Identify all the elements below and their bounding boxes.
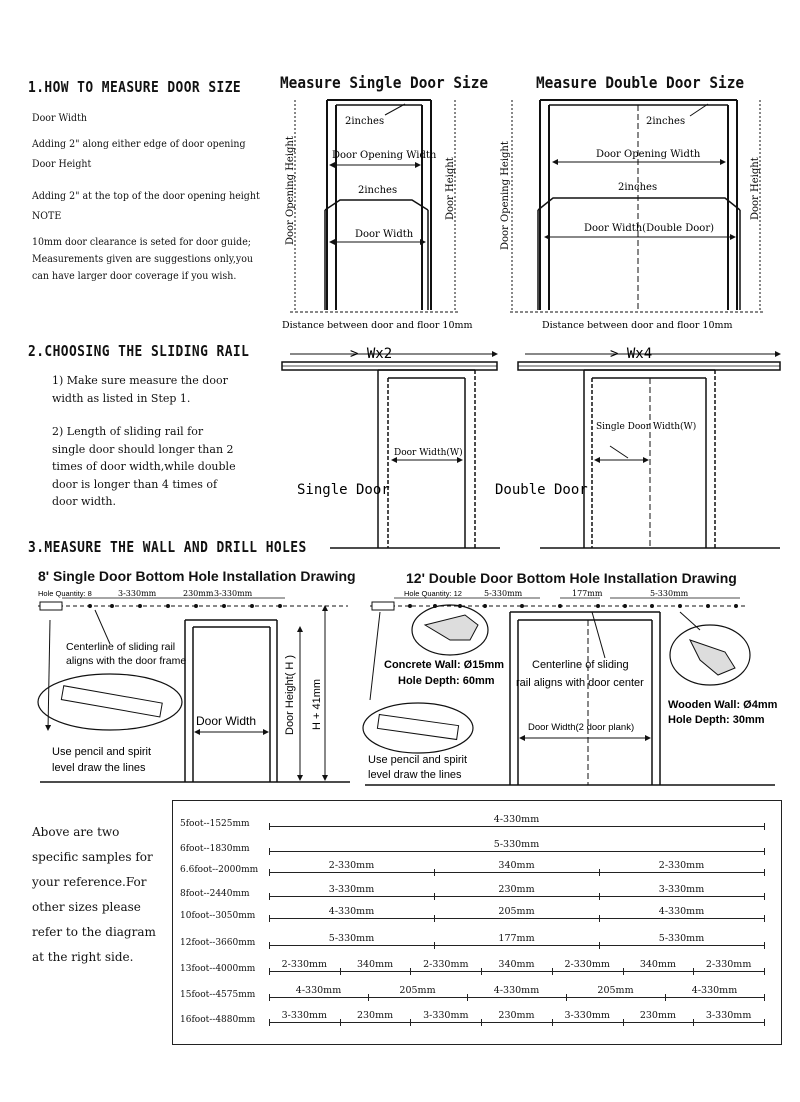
row-segment-label: 230mm — [498, 1010, 535, 1021]
row-tick — [269, 968, 270, 975]
single-centerline-2: aligns with the door frame — [66, 655, 187, 667]
step1-line: Door Width — [32, 112, 87, 124]
step2-line: width as listed in Step 1. — [52, 391, 191, 405]
reference-line: your reference.For — [32, 875, 147, 889]
row-tick — [269, 893, 270, 900]
row-tick — [269, 1019, 270, 1026]
step2-line: door is longer than 4 times of — [52, 477, 218, 491]
reference-row — [174, 814, 780, 834]
row-tick — [410, 968, 411, 975]
step2-heading: 2.CHOOSING THE SLIDING RAIL — [28, 342, 250, 360]
single-seg2: 230mm — [183, 589, 214, 598]
row-size-label: 16foot--4880mm — [180, 1015, 256, 1025]
row-segment-label: 340mm — [498, 860, 535, 871]
step1-line: Measurements given are suggestions only,you — [32, 253, 254, 265]
row-segment-label: 340mm — [498, 959, 535, 970]
row-tick — [665, 994, 666, 1001]
row-tick — [599, 915, 600, 922]
single-measure-title: Measure Single Door Size — [280, 73, 489, 92]
row-size-label: 6foot--1830mm — [180, 844, 250, 854]
double-door-height-label: Door Height — [750, 157, 761, 220]
row-tick — [269, 848, 270, 855]
row-segment-label: 230mm — [639, 1010, 676, 1021]
row-segment-label: 2-330mm — [564, 959, 610, 970]
row-segment-label: 340mm — [639, 959, 676, 970]
row-size-label: 10foot--3050mm — [180, 911, 256, 921]
step1-line: 10mm door clearance is seted for door guide; — [32, 236, 251, 248]
row-tick — [764, 869, 765, 876]
row-tick — [764, 915, 765, 922]
row-segment-label: 3-330mm — [705, 1010, 752, 1021]
double-concrete-2: Hole Depth: 60mm — [398, 675, 495, 687]
step2-line: 2) Length of sliding rail for — [52, 425, 204, 438]
row-segment-label: 205mm — [597, 985, 634, 996]
single-rail-diagram — [282, 354, 500, 548]
row-tick — [340, 1019, 341, 1026]
row-tick — [623, 968, 624, 975]
single-door-label: Single Door — [297, 482, 390, 498]
row-dimension-line — [269, 851, 764, 852]
double-measure-title: Measure Double Door Size — [536, 73, 745, 92]
row-segment-label: 177mm — [498, 933, 535, 944]
single-door-width: Door Width — [196, 714, 257, 728]
reference-rows — [174, 802, 780, 1042]
single-door-measure-diagram — [290, 100, 460, 312]
row-segment-label: 3-330mm — [328, 884, 375, 895]
reference-row — [174, 933, 780, 953]
row-tick — [764, 1019, 765, 1026]
reference-line: Above are two — [32, 825, 120, 839]
row-segment-label: 3-330mm — [564, 1010, 610, 1021]
single-pencil-1: Use pencil and spirit — [52, 746, 152, 758]
double-distance-label: Distance between door and floor 10mm — [542, 320, 733, 331]
row-tick — [340, 968, 341, 975]
reference-line: at the right side. — [32, 950, 134, 964]
single-centerline-1: Centerline of sliding rail — [66, 641, 176, 653]
double-wooden-1: Wooden Wall: Ø4mm — [668, 699, 778, 711]
double-opening-height-label: Door Opening Height — [500, 141, 511, 250]
row-tick — [481, 1019, 482, 1026]
double-pencil-1: Use pencil and spirit — [368, 754, 468, 766]
single-h41: H + 41mm — [311, 678, 323, 730]
double-hole-qty: Hole Quantity: 12 — [404, 589, 462, 598]
single-seg3: 3-330mm — [214, 589, 253, 598]
row-segment-label: 2-330mm — [423, 959, 469, 970]
step2-para2 — [52, 423, 236, 511]
reference-row — [174, 985, 780, 1005]
reference-row — [174, 1010, 780, 1030]
row-segment-label: 3-330mm — [423, 1010, 469, 1021]
row-segment-label: 5-330mm — [658, 933, 705, 944]
reference-row — [174, 906, 780, 926]
row-segment-label: 2-330mm — [658, 860, 705, 871]
row-segment-label: 4-330mm — [658, 906, 705, 917]
row-tick — [467, 994, 468, 1001]
row-dimension-line — [269, 945, 764, 946]
row-segment-label: 5-330mm — [328, 933, 375, 944]
row-tick — [764, 893, 765, 900]
double-2inches-mid: 2inches — [618, 182, 658, 193]
double-rail-length-label: > Wx4 — [610, 346, 653, 362]
double-centerline-2: rail aligns with door center — [516, 677, 644, 689]
row-segment-label: 2-330mm — [281, 959, 328, 970]
row-tick — [693, 1019, 694, 1026]
row-tick — [764, 823, 765, 830]
row-dimension-line — [269, 918, 764, 919]
row-dimension-line — [269, 896, 764, 897]
step1-line: can have larger door coverage if you wish. — [32, 270, 237, 282]
step1-heading: 1.HOW TO MEASURE DOOR SIZE — [28, 78, 242, 96]
row-tick — [368, 994, 369, 1001]
row-segment-label: 2-330mm — [705, 959, 752, 970]
step2-line: single door should longer than 2 — [52, 442, 234, 456]
single-rail-door-width-label: Door Width(W) — [394, 448, 463, 458]
single-opening-width-label: Door Opening Width — [332, 150, 437, 161]
double-rail-door-width-label: Single Door Width(W) — [596, 422, 697, 432]
row-dimension-line — [269, 997, 764, 998]
row-segment-label: 2-330mm — [328, 860, 375, 871]
step1-line: NOTE — [32, 210, 62, 222]
row-size-label: 6.6foot--2000mm — [180, 865, 259, 875]
row-tick — [623, 1019, 624, 1026]
row-size-label: 12foot--3660mm — [180, 938, 256, 948]
reference-row — [174, 959, 780, 979]
row-tick — [269, 942, 270, 949]
single-seg1: 3-330mm — [118, 589, 157, 598]
double-door-measure-diagram — [510, 100, 765, 312]
row-segment-label: 340mm — [356, 959, 394, 970]
row-tick — [764, 968, 765, 975]
row-segment-label: 3-330mm — [658, 884, 705, 895]
double-seg1: 5-330mm — [484, 589, 523, 598]
reference-row — [174, 839, 780, 859]
row-tick — [434, 893, 435, 900]
row-segment-label: 205mm — [498, 906, 535, 917]
double-opening-width-label: Door Opening Width — [596, 149, 701, 160]
double-pencil-2: level draw the lines — [368, 769, 462, 781]
single-2inches-mid: 2inches — [358, 185, 398, 196]
step1-line: Door Height — [32, 158, 92, 170]
row-segment-label: 4-330mm — [691, 985, 738, 996]
double-door-width: Door Width(2 door plank) — [528, 722, 635, 733]
row-segment-label: 205mm — [399, 985, 436, 996]
single-pencil-2: level draw the lines — [52, 762, 146, 774]
single-door-height-label: Door Height — [445, 157, 456, 220]
row-dimension-line — [269, 826, 764, 827]
row-segment-label: 3-330mm — [281, 1010, 328, 1021]
row-tick — [552, 1019, 553, 1026]
row-segment-label: 4-330mm — [493, 814, 540, 825]
row-dimension-line — [269, 1022, 764, 1023]
step2-line: 1) Make sure measure the door — [52, 374, 228, 387]
row-tick — [566, 994, 567, 1001]
step1-line: Adding 2" at the top of the door opening height — [32, 190, 260, 202]
step2-line: times of door width,while double — [52, 460, 236, 473]
row-segment-label: 4-330mm — [493, 985, 540, 996]
double-centerline-1: Centerline of sliding — [532, 659, 629, 671]
step2-para1 — [52, 372, 228, 407]
single-door-height: Door Height( H ) — [284, 654, 296, 735]
single-door-width-label: Door Width — [355, 229, 414, 240]
row-size-label: 13foot--4000mm — [180, 964, 256, 974]
row-segment-label: 4-330mm — [295, 985, 342, 996]
row-segment-label: 5-330mm — [493, 839, 540, 850]
step3-heading: 3.MEASURE THE WALL AND DRILL HOLES — [28, 538, 307, 556]
step1-line: Adding 2" along either edge of door opening — [32, 138, 246, 150]
row-tick — [269, 994, 270, 1001]
row-size-label: 8foot--2440mm — [180, 889, 250, 899]
row-tick — [434, 869, 435, 876]
row-tick — [269, 869, 270, 876]
row-tick — [599, 893, 600, 900]
single-opening-height-label: Door Opening Height — [285, 136, 296, 245]
row-size-label: 15foot--4575mm — [180, 990, 256, 1000]
reference-line: refer to the diagram — [32, 925, 156, 939]
single-hole-qty: Hole Quantity: 8 — [38, 589, 92, 598]
row-tick — [764, 942, 765, 949]
step2-line: door width. — [52, 495, 117, 508]
double-concrete-1: Concrete Wall: Ø15mm — [384, 659, 505, 671]
single-drawing-title: 8' Single Door Bottom Hole Installation Drawing — [38, 568, 356, 584]
row-tick — [599, 869, 600, 876]
row-tick — [269, 915, 270, 922]
single-distance-label: Distance between door and floor 10mm — [282, 320, 473, 331]
reference-line: specific samples for — [32, 850, 153, 864]
double-door-width-label: Door Width(Double Door) — [584, 223, 714, 234]
row-tick — [764, 994, 765, 1001]
single-2inches-top: 2inches — [345, 116, 385, 127]
row-dimension-line — [269, 872, 764, 873]
double-wooden-2: Hole Depth: 30mm — [668, 714, 765, 726]
row-tick — [764, 848, 765, 855]
row-tick — [434, 942, 435, 949]
double-2inches-top: 2inches — [646, 116, 686, 127]
row-segment-label: 4-330mm — [328, 906, 375, 917]
single-rail-length-label: > Wx2 — [350, 346, 393, 362]
row-dimension-line — [269, 971, 764, 972]
row-tick — [410, 1019, 411, 1026]
reference-row — [174, 884, 780, 904]
double-rail-diagram — [518, 354, 780, 548]
double-seg3: 5-330mm — [650, 589, 689, 598]
reference-line: other sizes please — [32, 900, 141, 914]
reference-row — [174, 860, 780, 880]
row-tick — [552, 968, 553, 975]
double-drawing-title: 12' Double Door Bottom Hole Installation Drawing — [406, 570, 737, 586]
row-tick — [693, 968, 694, 975]
row-tick — [599, 942, 600, 949]
row-segment-label: 230mm — [498, 884, 535, 895]
row-tick — [481, 968, 482, 975]
row-size-label: 5foot--1525mm — [180, 819, 250, 829]
row-segment-label: 230mm — [356, 1010, 394, 1021]
double-door-label: Double Door — [495, 482, 588, 498]
row-tick — [269, 823, 270, 830]
reference-text — [32, 820, 156, 970]
row-tick — [434, 915, 435, 922]
double-seg2: 177mm — [572, 589, 603, 598]
